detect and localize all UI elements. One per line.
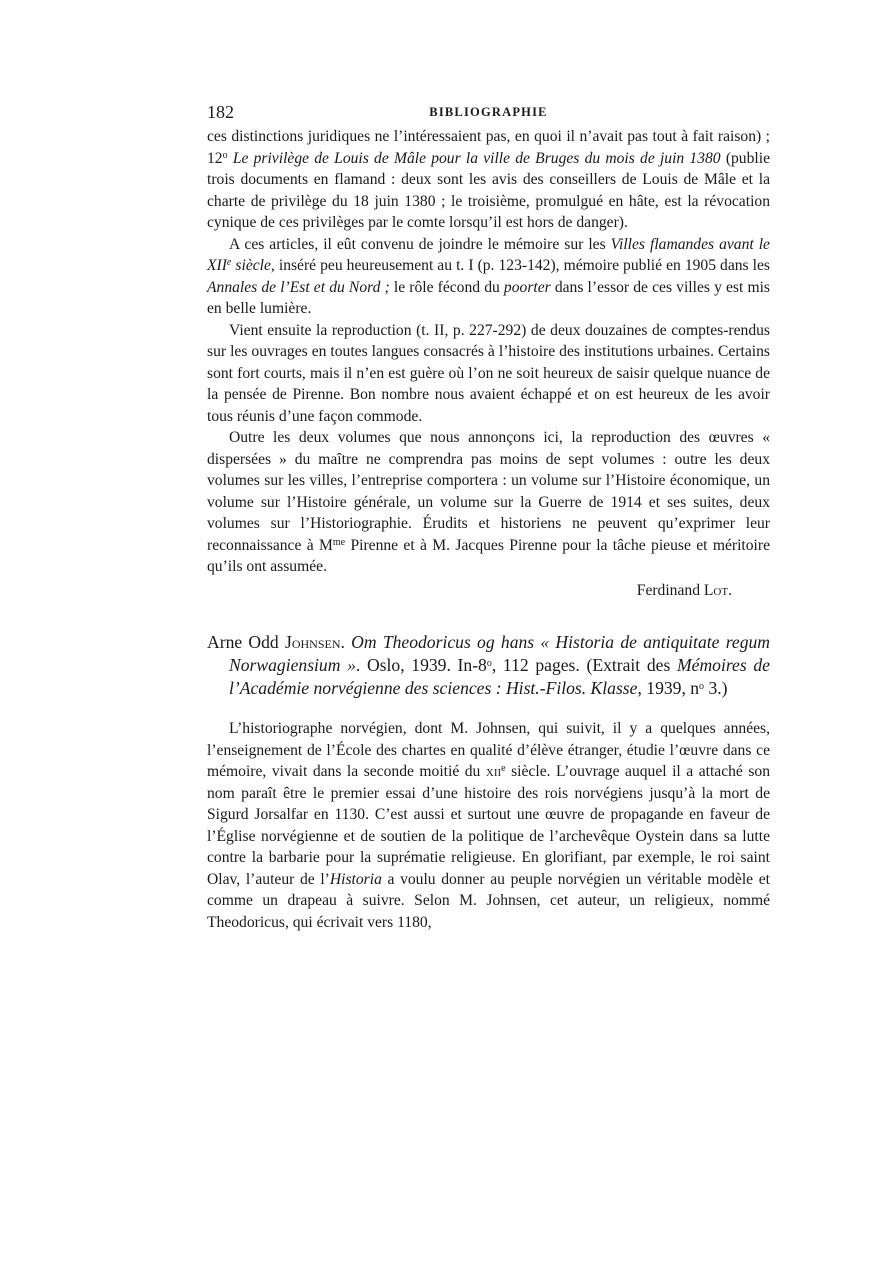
bibliographic-entry: Arne Odd Johnsen. Om Theodoricus og hans « Historia de antiquitate regum Norwagiensium ». Oslo, 1939. In-8$^o$, 112 pages. (Extrait des Mémoires de l’Académie norvégienne des sciences : Hist.-Filos. Klasse, 1939, $n^o$ 3.) <box>207 632 770 698</box>
paragraph-1: ces distinctions juridiques ne l’intéressaient pas, en quoi il n’avait pas tout à fait raison) ; 12$^o$ Le privilège de Louis de Mâle pour la ville de Bruges du mois de juin 1380 (publie trois documents en flamand : deux sont les avis des conseillers de Louis de Mâle et la charte de privilège du 18 juin 1380 ; le troisième, promulgué en hâte, est la révocation cynique de ces privilèges par le comte lorsqu’il est hors de danger). <box>207 128 770 231</box>
paragraph-4: Outre les deux volumes que nous annonçons ici, la reproduction des œuvres « dispersées » du maître ne comprendra pas moins de sept volumes : outre les deux volumes sur les villes, l’entreprise comportera : un volume sur l’Histoire économique, un volume sur l’Histoire générale, un volume sur la Guerre de 1914 et ses suites, deux volumes sur l’Historiographie. Érudits et historiens ne peuvent qu’exprimer leur reconnaissance à $M^{me}$ Pirenne et à M. Jacques Pirenne pour la tâche pieuse et méritoire qu’ils ont assumée. <box>207 429 770 575</box>
review-signature: Ferdinand Lot. <box>636 581 732 599</box>
paragraph-3: Vient ensuite la reproduction (t. II, p. 227-292) de deux douzaines de comptes-rendus sur les ouvrages en toutes langues consacrés à l’histoire des institutions urbaines. Certains sont fort courts, mais il n’en est guère où l’on ne soit heureux de saisir quelque nuance de la pensée de Pirenne. Bon nombre nous avaient échappé et on est heureux de les avoir tous réunis d’une façon commode. <box>207 321 770 425</box>
running-head: BIBLIOGRAPHIE <box>429 105 548 119</box>
paragraph-5: L’historiographe norvégien, dont M. Johnsen, qui suivit, il y a quelques années, l’enseignement de l’École des chartes en qualité d’élève étranger, étudie l’œuvre dans ce mémoire, vivait dans la seconde moitié du xii$^e$ siècle. L’ouvrage auquel il a attaché son nom paraît être le premier essai d’une histoire des rois norvégiens jusqu’à la mort de Sigurd Jorsalfar en 1130. C’est aussi et surtout une œuvre de propagande en faveur de l’Église norvégienne et de soutien de la politique de l’archevêque Oystein dans sa lutte contre la barbarie pour la suprématie religieuse. En glorifiant, par exemple, le roi saint Olav, l’auteur de l’Historia a voulu donner au peuple norvégien un véritable modèle et comme un drapeau à suivre. Selon M. Johnsen, cet auteur, un religieux, nommé Theodoricus, qui écrivait vers 1180, <box>207 720 771 931</box>
entry-spacer <box>207 700 770 718</box>
page-number: 182 <box>207 102 234 122</box>
page-header <box>207 100 770 126</box>
paragraph-2: A ces articles, il eût convenu de joindre le mémoire sur les Villes flamandes avant le XIIe siècle, inséré peu heureusement au t. I (p. 123-142), mémoire publié en 1905 dans les Annales de l’Est et du Nord ; le rôle fécond du poorter dans l’essor de ces villes y est mis en belle lumière. <box>207 235 770 317</box>
book-page <box>207 100 770 933</box>
